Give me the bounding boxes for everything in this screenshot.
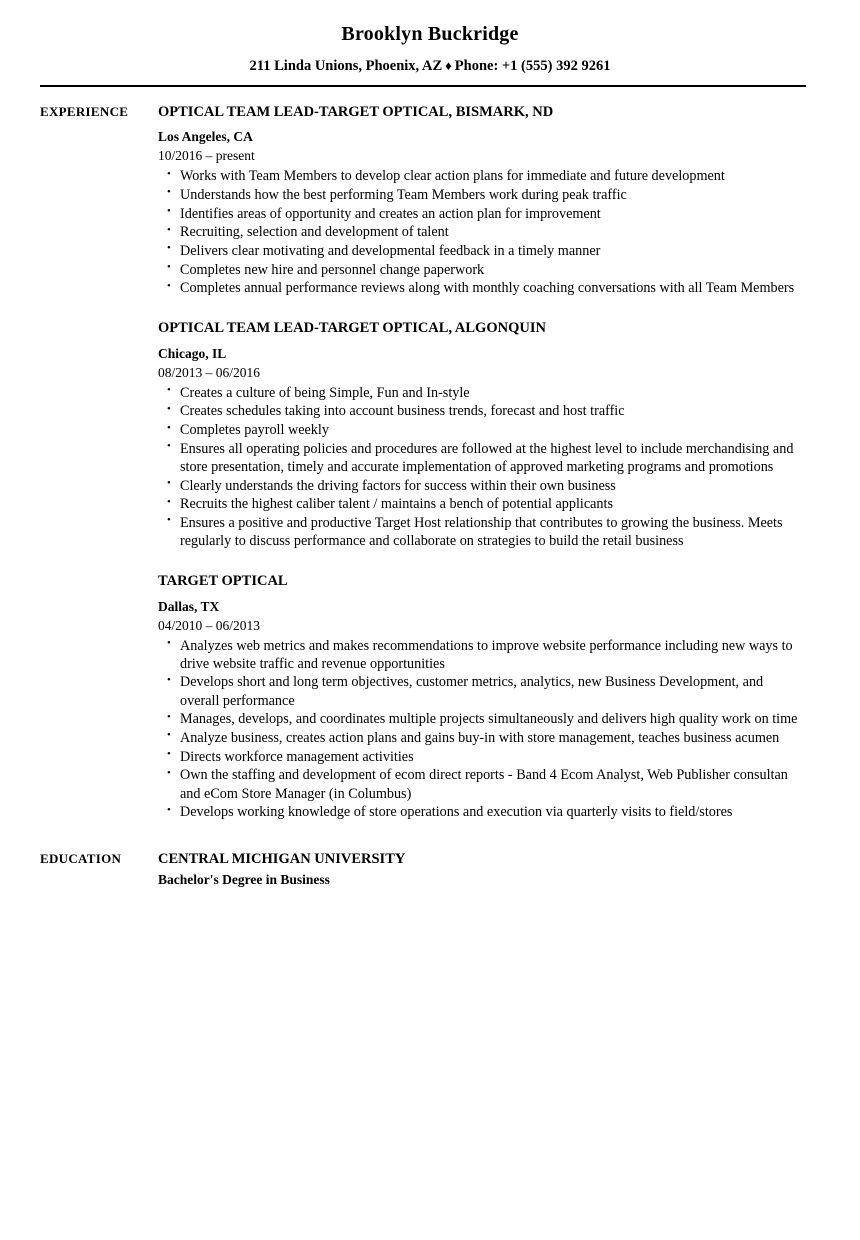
- contact-address: 211 Linda Unions, Phoenix, AZ: [249, 58, 443, 74]
- education-entry: [158, 850, 806, 890]
- bullet-item: • Analyzes web metrics and makes recommendations to improve website performance including new ways to drive website traffic and revenue opportunities: [158, 637, 806, 673]
- contact-phone: Phone: +1 (555) 392 9261: [454, 58, 611, 74]
- diamond-separator-icon: ♦: [445, 58, 452, 73]
- job-dates: 08/2013 – 06/2016: [158, 364, 261, 380]
- job-location: Chicago, IL: [158, 345, 227, 361]
- bullet-item: • Recruiting, selection and development of talent: [158, 223, 806, 241]
- job-dates: 10/2016 – present: [158, 148, 255, 164]
- job-bullets: [158, 384, 806, 551]
- bullet-item: • Works with Team Members to develop clear action plans for immediate and future development: [158, 167, 806, 185]
- bullet-item: • Analyze business, creates action plans and gains buy-in with store management, teaches business acumen: [158, 729, 806, 747]
- job-dates: 04/2010 – 06/2013: [158, 617, 261, 633]
- job-title: TARGET OPTICAL: [158, 573, 288, 590]
- job-entry: [158, 319, 806, 550]
- bullet-item: • Identifies areas of opportunity and creates an action plan for improvement: [158, 205, 806, 223]
- bullet-item: • Creates schedules taking into account business trends, forecast and host traffic: [158, 402, 806, 420]
- experience-entries: [158, 103, 806, 822]
- bullet-item: • Directs workforce management activities: [158, 748, 806, 766]
- job-entry: [158, 572, 806, 821]
- bullet-item: • Understands how the best performing Team Members work during peak traffic: [158, 186, 806, 204]
- bullet-item: • Completes payroll weekly: [158, 421, 806, 439]
- bullet-item: • Completes new hire and personnel change paperwork: [158, 261, 806, 279]
- education-entries: [158, 850, 806, 890]
- job-title: OPTICAL TEAM LEAD-TARGET OPTICAL, BISMARK, ND: [158, 103, 554, 120]
- bullet-item: • Develops working knowledge of store operations and execution via quarterly visits to field/stores: [158, 803, 806, 821]
- bullet-item: • Clearly understands the driving factors for success within their own business: [158, 477, 806, 495]
- bullet-item: • Creates a culture of being Simple, Fun and In-style: [158, 384, 806, 402]
- section-label-education: EDUCATION: [40, 850, 122, 866]
- bullet-item: • Manages, develops, and coordinates multiple projects simultaneously and delivers high quality work on time: [158, 710, 806, 728]
- bullet-item: • Ensures all operating policies and procedures are followed at the highest level to include merchandising and store presentation, timely and accurate implementation of approved marketing programs and promotions: [158, 440, 806, 476]
- job-location: Dallas, TX: [158, 598, 220, 614]
- contact-line: [0, 57, 860, 76]
- section-label-experience: EXPERIENCE: [40, 103, 129, 119]
- job-location: Los Angeles, CA: [158, 129, 253, 145]
- bullet-item: • Completes annual performance reviews along with monthly coaching conversations with all Team Members: [158, 279, 806, 297]
- job-title: OPTICAL TEAM LEAD-TARGET OPTICAL, ALGONQUIN: [158, 320, 546, 337]
- education-degree: Bachelor's Degree in Business: [158, 872, 330, 888]
- bullet-item: • Ensures a positive and productive Target Host relationship that contributes to growing the business. Meets regularly to discuss performance and collaborate on strategies to build the retail business: [158, 514, 806, 550]
- job-bullets: [158, 167, 806, 297]
- education-school: CENTRAL MICHIGAN UNIVERSITY: [158, 850, 406, 867]
- bullet-item: • Develops short and long term objectives, customer metrics, analytics, new Business Development, and overall performance: [158, 673, 806, 709]
- bullet-item: • Delivers clear motivating and developmental feedback in a timely manner: [158, 242, 806, 260]
- job-entry: [158, 103, 806, 298]
- section-education: [40, 850, 806, 890]
- job-bullets: [158, 637, 806, 822]
- section-experience: [40, 103, 806, 822]
- resume-header: [0, 0, 860, 87]
- bullet-item: • Own the staffing and development of ecom direct reports - Band 4 Ecom Analyst, Web Publisher consultan and eCom Store Manager (in Columbus): [158, 766, 806, 802]
- candidate-name: Brooklyn Buckridge: [341, 23, 519, 45]
- bullet-item: • Recruits the highest caliber talent / maintains a bench of potential applicants: [158, 495, 806, 513]
- resume-body: [0, 87, 860, 890]
